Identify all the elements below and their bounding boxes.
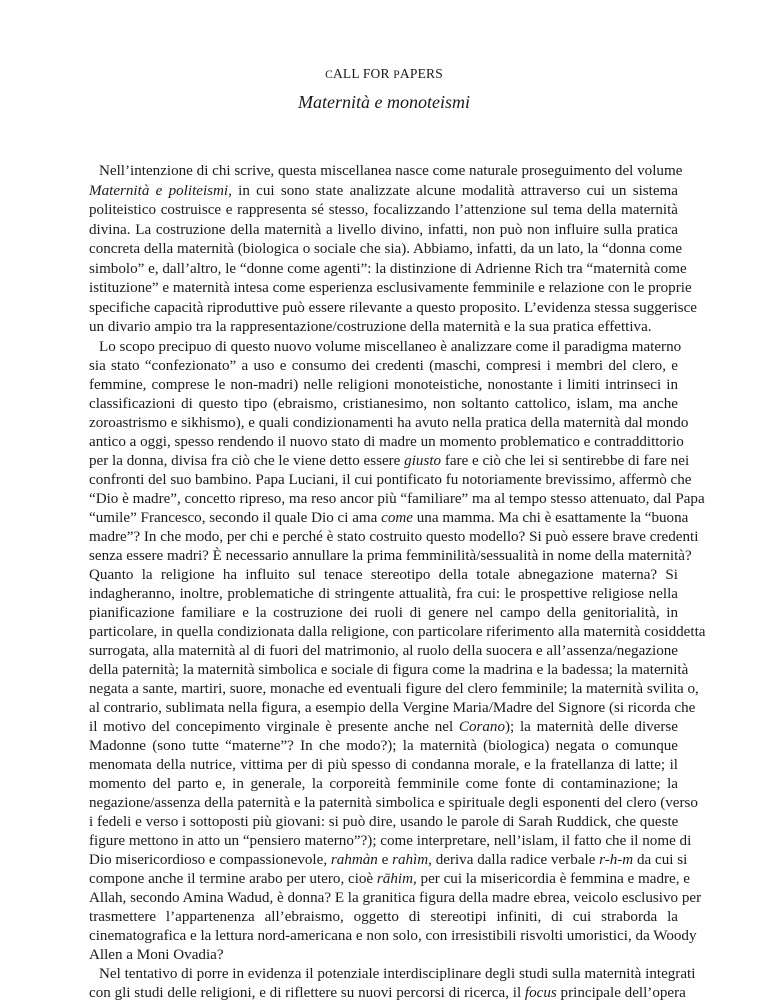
text-line: antico a oggi, spesso rendendo il nuovo stato di madre un momento problematico e contraddittorio [89,433,684,450]
text-line: classificazioni di questo tipo (ebraismo, cristianesimo, non soltanto cattolico, islam, ma anche [89,395,678,412]
text-line: il motivo del concepimento virginale è presente anche nel Corano); la maternità delle diverse [89,718,678,735]
text-line: negazione/assenza della paternità e la paternità simbolica e spirituale degli esponenti del clero (verso [89,794,698,811]
text-line: cinematografica e la lettura nord-americana e non solo, con irresistibili risvolti umoristici, da Woody [89,927,697,944]
document-title: Maternità e monoteismi [298,92,470,112]
text-line: particolare, in quella condizionata dalla religione, con particolare riferimento alla maternità cosiddetta [89,623,706,640]
text-line: Allen a Moni Ovadia? [89,946,224,963]
text-line: al contrario, sublimata nella figura, a esempio della Vergine Maria/Madre del Signore (si ricorda che [89,699,696,716]
text-line: momento del parto e, in generale, la corporeità femminile come fonte di contaminazione; la [89,775,678,792]
text-line: Allah, secondo Amina Wadud, è donna? E la granitica figura della madre ebrea, veicolo esclusivo per [89,889,702,906]
text-line: Dio misericordioso e compassionevole, rahmàn e rahìm, deriva dalla radice verbale r-h-m da cui si [89,851,688,868]
text-line: menomata della nutrice, vittima per di più spesso di condanna morale, e la fratellanza di latte; il [89,756,678,773]
text-line: divina. La costruzione della maternità a livello divino, infatti, non può non influire sulla pratica [89,221,678,238]
text-line: istituzione” e maternità intesa come esperienza esclusivamente femminile e relazione con le proprie [89,280,692,296]
text-line: indagheranno, inoltre, problematiche di stringente attualità, fra cui: le prospettive religiose nella [89,585,678,602]
text-line: zoroastrismo e sikhismo), e quali condizionamenti ha avuto nella pratica della maternità dal mondo [89,414,689,431]
text-line: con gli studi delle religioni, e di riflettere su nuovi percorsi di ricerca, il focus principale dell’opera [89,985,686,1001]
text-line: figure mettono in atto un “pensiero materno”?); come interpretare, nell’islam, il fatto che il nome di [89,832,692,849]
text-line: specifiche capacità riproduttive può essere rilevante a questo proposito. L’evidenza stessa suggerisce [89,299,698,316]
text-line: “umile” Francesco, secondo il quale Dio ci ama come una mamma. Ma chi è esattamente la “buona [89,509,689,526]
text-line: Lo scopo precipuo di questo nuovo volume miscellaneo è analizzare come il paradigma materno [99,338,682,355]
text-line: surrogata, alla maternità al di fuori del matrimonio, al ruolo della suocera e all’assenza/negazione [89,642,678,659]
body-text [89,162,706,1004]
text-line: pianificazione familiare e la costruzione dei ruoli di genere nel campo della genitorialità, in [89,604,678,621]
text-line: i fedeli e verso i sottoposti più giovani: si può dire, usando le parole di Sarah Ruddick, che queste [89,813,679,830]
text-line: senza essere madri? È necessario annullare la prima femminilità/sessualità in nome della maternità? [89,547,692,564]
text-line: confronti del suo bambino. Papa Luciani, il cui pontificato fu notoriamente brevissimo, affermò che [89,471,692,488]
text-line: negata a sante, martiri, suore, monache ed eventuali figure del clero femminile; la maternità svilita o, [89,680,699,697]
text-line: un divario ampio tra la rappresentazione/costruzione della maternità e la sua pratica effettiva. [89,319,652,335]
text-line: sia stato “confezionato” a uso e consumo dei credenti (maschi, compresi i membri del clero, e [89,357,678,374]
call-for-papers-label: CALL FOR PAPERS [325,66,443,81]
text-line: compone anche il termine arabo per utero, cioè rāhim, per cui la misericordia è femmina e madre, e [89,870,690,887]
text-line: Nel tentativo di porre in evidenza il potenziale interdisciplinare degli studi sulla maternità integrati [99,965,696,982]
text-line: trasmettere l’appartenenza all’ebraismo, oggetto di stereotipi infiniti, di cui straborda la [89,908,678,925]
text-line: femmine, comprese le non-madri) nelle religioni monoteistiche, nonostante i limiti intrinseci in [89,376,678,393]
text-line: della paternità; la maternità simbolica e sociale di figura come la madrina e la badessa; la maternità [89,661,689,678]
text-line: politeistico costruisce e rappresenta sé stesso, focalizzando l’attenzione sul tema della maternità [89,202,678,218]
text-line: Maternità e politeismi, in cui sono state analizzate alcune modalità attraverso cui un sistema [89,182,678,199]
text-line: per la donna, divisa fra ciò che le viene detto essere giusto fare e ciò che lei si sentirebbe di fare nei [89,452,690,469]
text-line: Nell’intenzione di chi scrive, questa miscellanea nasce come naturale proseguimento del volume [99,163,683,179]
text-line: Madonne (sono tutte “materne”? In che modo?); la maternità (biologica) negata o comunque [89,737,678,754]
text-line: simbolo” e, dall’altro, le “donne come agenti”: la distinzione di Adrienne Rich tra “maternità come [89,260,687,277]
text-line: madre”? In che modo, per chi e perché è stato costruito questo modello? Si può essere brave credenti [89,528,699,545]
text-line: “Dio è madre”, concetto ripreso, ma reso ancor più “familiare” ma al tempo stesso attenuato, dal Papa [89,490,705,507]
text-line: concreta della maternità (biologica o sociale che sia). Abbiamo, infatti, da un lato, la “donna come [89,241,683,257]
text-line: Quanto la religione ha influito sul tenace stereotipo della totale abnegazione materna? Si [89,566,678,583]
